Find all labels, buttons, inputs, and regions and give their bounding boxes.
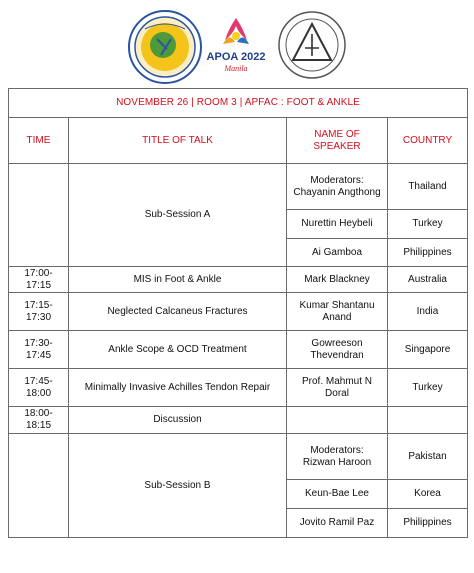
talk-title-cell: Ankle Scope & OCD Treatment [69, 331, 287, 369]
country-cell: Australia [388, 267, 468, 293]
logo-header [0, 0, 474, 84]
header-row [9, 118, 468, 164]
speaker-header-line1: NAME OF [314, 128, 360, 140]
country-cell: Korea [388, 480, 468, 509]
country-cell: Singapore [388, 331, 468, 369]
speaker-header-line2: SPEAKER [313, 140, 361, 152]
session-b-time [9, 434, 69, 538]
schedule-table [8, 88, 468, 538]
poa-seal-logo [275, 10, 349, 80]
apoa-seal-logo [127, 9, 203, 85]
speaker-cell [287, 434, 388, 480]
speaker-cell: Ai Gamboa [287, 239, 388, 267]
speaker-cell: Jovito Ramil Paz [287, 509, 388, 538]
apoa-logo-subtext: Manila [224, 64, 248, 73]
country-cell: Thailand [388, 164, 468, 210]
table-row [9, 293, 468, 331]
country-cell: Turkey [388, 210, 468, 239]
table-row [9, 369, 468, 407]
time-cell: 18:00-18:15 [9, 407, 69, 434]
speaker-cell [287, 331, 388, 369]
speaker-cell: Keun-Bae Lee [287, 480, 388, 509]
column-header-country: COUNTRY [388, 118, 468, 164]
country-cell: Philippines [388, 509, 468, 538]
speaker-cell [287, 369, 388, 407]
talk-title-cell: Discussion [69, 407, 287, 434]
speaker-cell [287, 407, 388, 434]
session-b-label: Sub-Session B [69, 434, 287, 538]
speaker-cell [287, 293, 388, 331]
schedule-title: NOVEMBER 26 | ROOM 3 | APFAC : FOOT & ANKLE [9, 89, 468, 118]
country-cell: India [388, 293, 468, 331]
speaker-line2: Anand [322, 311, 352, 323]
time-cell: 17:45-18:00 [9, 369, 69, 407]
country-cell: Philippines [388, 239, 468, 267]
table-row [9, 331, 468, 369]
title-row [9, 89, 468, 118]
speaker-line1: Gowreeson [311, 337, 363, 349]
speaker-line2: Thevendran [310, 349, 364, 361]
table-row [9, 407, 468, 434]
speaker-line1: Moderators: [310, 444, 364, 456]
table-row [9, 164, 468, 210]
time-cell: 17:15-17:30 [9, 293, 69, 331]
table-row [9, 267, 468, 293]
column-header-speaker [287, 118, 388, 164]
session-a-label: Sub-Session A [69, 164, 287, 267]
speaker-line1: Prof. Mahmut N [301, 375, 373, 387]
country-cell [388, 407, 468, 434]
table-row [9, 434, 468, 480]
speaker-line2: Rizwan Haroon [302, 456, 372, 468]
column-header-title: TITLE OF TALK [69, 118, 287, 164]
speaker-line1: Moderators: [310, 174, 364, 186]
time-cell: 17:00-17:15 [9, 267, 69, 293]
speaker-line2: Chayanin Angthong [293, 186, 381, 198]
column-header-time: TIME [9, 118, 69, 164]
speaker-cell: Mark Blackney [287, 267, 388, 293]
talk-title-cell: MIS in Foot & Ankle [69, 267, 287, 293]
apoa-2022-logo [199, 14, 273, 78]
apoa-logo-text: APOA 2022 [206, 51, 266, 63]
speaker-line2: Doral [325, 387, 349, 399]
session-a-time [9, 164, 69, 267]
talk-title-cell: Minimally Invasive Achilles Tendon Repair [69, 369, 287, 407]
country-cell: Turkey [388, 369, 468, 407]
speaker-cell: Nurettin Heybeli [287, 210, 388, 239]
speaker-line1: Kumar Shantanu [299, 299, 375, 311]
speaker-cell [287, 164, 388, 210]
talk-title-cell: Neglected Calcaneus Fractures [69, 293, 287, 331]
country-cell: Pakistan [388, 434, 468, 480]
time-cell: 17:30-17:45 [9, 331, 69, 369]
